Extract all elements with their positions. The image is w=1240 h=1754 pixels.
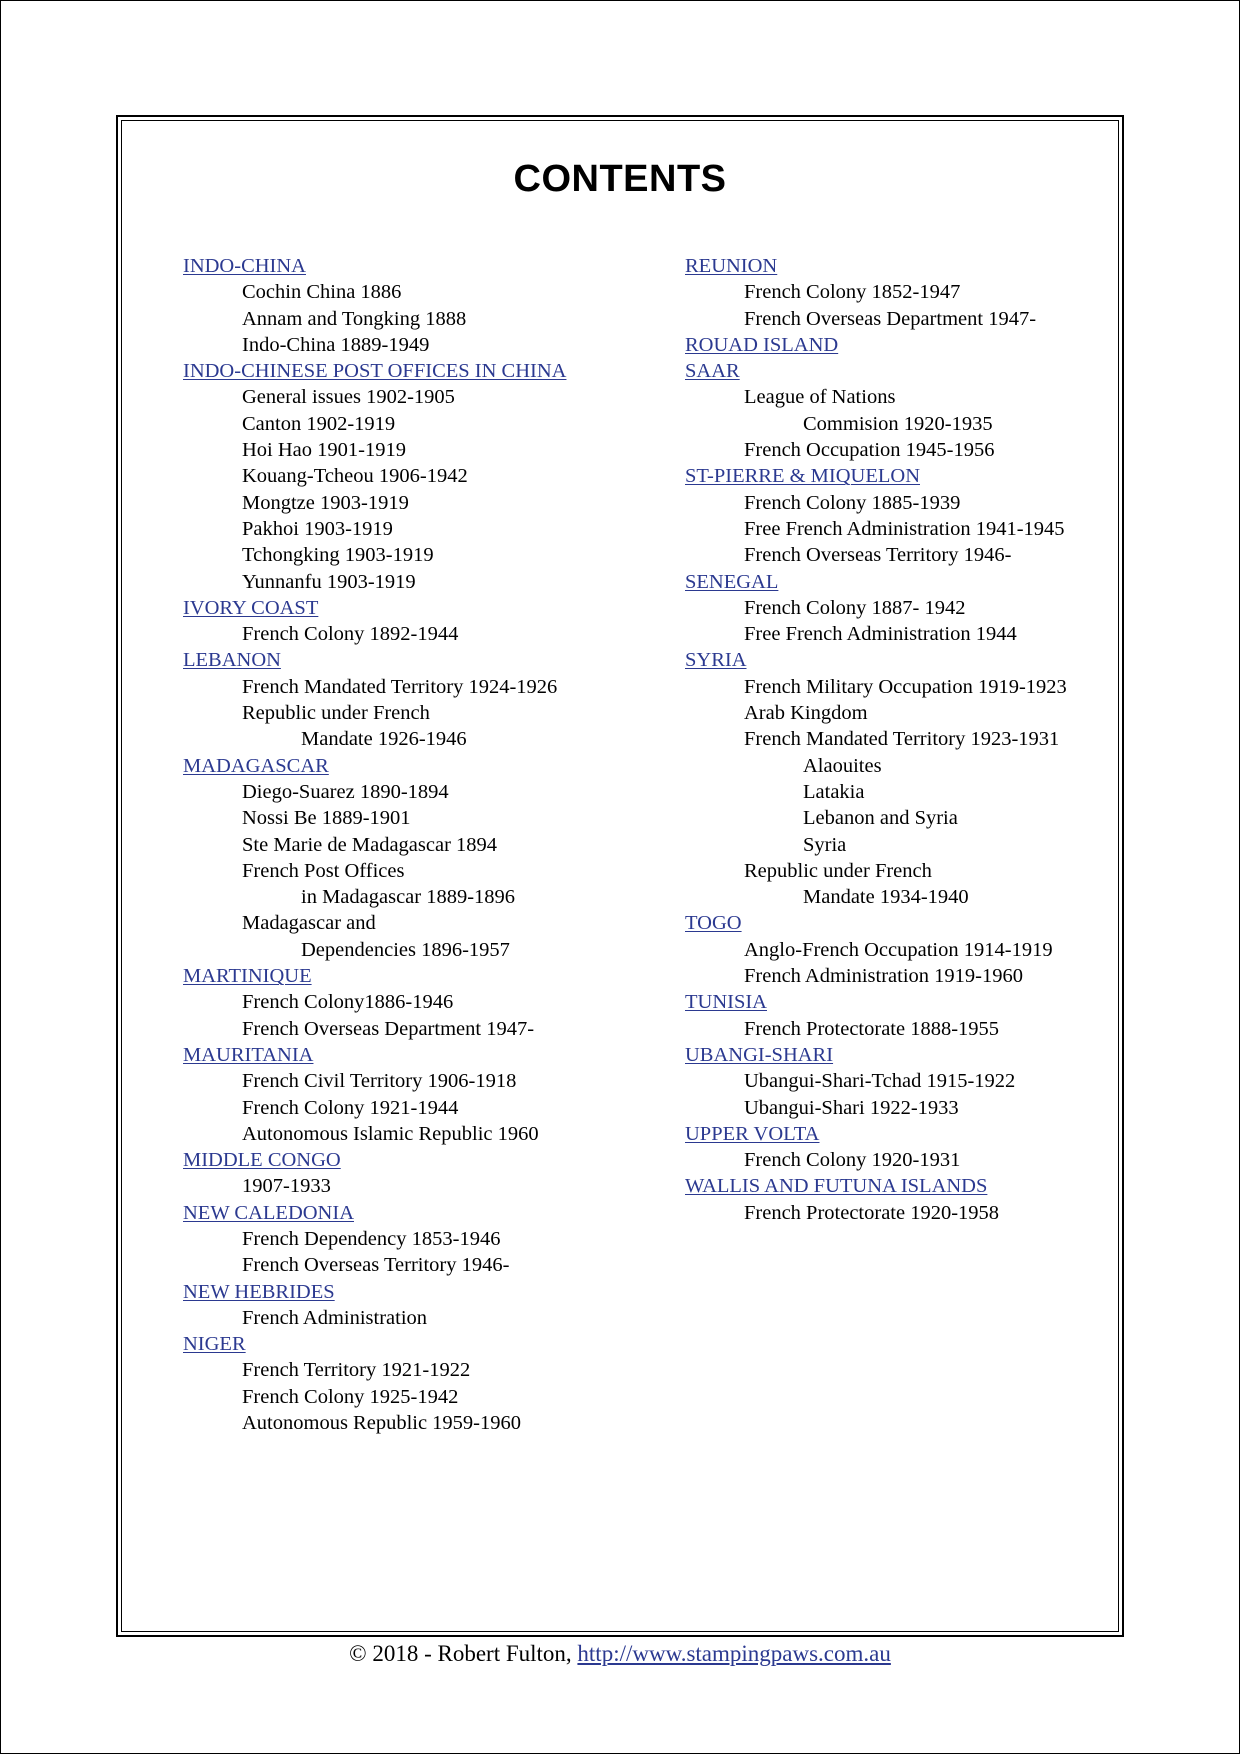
section-heading-link[interactable]: IVORY COAST [183, 596, 319, 619]
section-entry: Republic under French [744, 859, 932, 882]
footer-copyright: © 2018 - Robert Fulton, [349, 1641, 572, 1666]
section-entry: Hoi Hao 1901-1919 [242, 439, 406, 462]
section-heading-link[interactable]: SENEGAL [685, 570, 779, 593]
section-entry: Ubangui-Shari-Tchad 1915-1922 [744, 1070, 1016, 1093]
section-entry: Autonomous Islamic Republic 1960 [242, 1122, 539, 1145]
section-entry: French Mandated Territory 1923-1931 [744, 728, 1060, 751]
section-entry: French Territory 1921-1922 [242, 1359, 471, 1382]
section-entry: French Occupation 1945-1956 [744, 439, 995, 462]
section-entry: French Overseas Department 1947- [242, 1017, 535, 1040]
section-entry: Arab Kingdom [744, 702, 868, 725]
section-entry: 1907-1933 [242, 1175, 331, 1198]
section-heading-link[interactable]: INDO-CHINESE POST OFFICES IN CHINA [183, 360, 567, 383]
section-entry: Kouang-Tcheou 1906-1942 [242, 465, 468, 488]
section-entry: French Post Offices [242, 859, 405, 882]
section-entry: Indo-China 1889-1949 [242, 333, 430, 356]
section-entry: French Dependency 1853-1946 [242, 1227, 501, 1250]
section-heading-link[interactable]: UBANGI-SHARI [685, 1043, 834, 1066]
section-heading-link[interactable]: SYRIA [685, 649, 747, 672]
section-heading-link[interactable]: ROUAD ISLAND [685, 333, 839, 356]
contents-left-column [183, 253, 566, 1436]
section-entry: Cochin China 1886 [242, 281, 402, 304]
section-entry: French Colony 1921-1944 [242, 1096, 459, 1119]
footer [0, 1641, 1240, 1667]
footer-website-link[interactable]: http://www.stampingpaws.com.au [577, 1641, 891, 1666]
section-entry: French Overseas Department 1947- [744, 307, 1037, 330]
section-entry: French Protectorate 1888-1955 [744, 1017, 1000, 1040]
section-heading-link[interactable]: SAAR [685, 360, 740, 383]
section-entry: French Colony 1887- 1942 [744, 596, 966, 619]
section-entry: Lebanon and Syria [803, 807, 958, 830]
section-heading-link[interactable]: WALLIS AND FUTUNA ISLANDS [685, 1175, 988, 1198]
section-entry: French Colony1886-1946 [242, 991, 454, 1014]
section-entry: Canton 1902-1919 [242, 412, 396, 435]
section-heading-link[interactable]: MADAGASCAR [183, 754, 329, 777]
section-entry: French Colony 1892-1944 [242, 623, 459, 646]
section-entry: Syria [803, 833, 847, 856]
section-entry: in Madagascar 1889-1896 [301, 886, 516, 909]
section-heading-link[interactable]: TOGO [685, 912, 742, 935]
section-entry: Autonomous Republic 1959-1960 [242, 1412, 522, 1435]
section-heading-link[interactable]: NIGER [183, 1333, 246, 1356]
section-heading-link[interactable]: MAURITANIA [183, 1043, 314, 1066]
section-entry: French Colony 1920-1931 [744, 1149, 961, 1172]
section-entry: Pakhoi 1903-1919 [242, 517, 393, 540]
section-entry: French Administration [242, 1306, 428, 1329]
section-entry: Anglo-French Occupation 1914-1919 [744, 938, 1053, 961]
section-entry: Republic under French [242, 702, 430, 725]
section-entry: French Administration 1919-1960 [744, 965, 1024, 988]
section-heading-link[interactable]: INDO-CHINA [183, 255, 306, 277]
section-entry: Yunnanfu 1903-1919 [242, 570, 416, 593]
section-heading-link[interactable]: MIDDLE CONGO [183, 1149, 341, 1172]
section-heading-link[interactable]: NEW CALEDONIA [183, 1201, 354, 1224]
contents-right-column [685, 253, 1067, 1226]
section-entry: Commision 1920-1935 [803, 412, 993, 435]
page-title: CONTENTS [513, 158, 727, 200]
section-entry: Ubangui-Shari 1922-1933 [744, 1096, 959, 1119]
section-entry: French Mandated Territory 1924-1926 [242, 675, 558, 698]
section-entry: Tchongking 1903-1919 [242, 544, 434, 567]
section-heading-link[interactable]: ST-PIERRE & MIQUELON [685, 465, 920, 488]
section-heading-link[interactable]: UPPER VOLTA [685, 1122, 820, 1145]
section-entry: Dependencies 1896-1957 [301, 938, 510, 961]
section-heading-link[interactable]: MARTINIQUE [183, 965, 312, 988]
section-entry: General issues 1902-1905 [242, 386, 455, 409]
section-heading-link[interactable]: REUNION [685, 255, 778, 277]
section-entry: Diego-Suarez 1890-1894 [242, 780, 449, 803]
section-entry: Madagascar and [242, 912, 376, 935]
section-entry: Mandate 1926-1946 [301, 728, 467, 751]
section-entry: French Military Occupation 1919-1923 [744, 675, 1067, 698]
section-entry: Mandate 1934-1940 [803, 886, 969, 909]
section-entry: Ste Marie de Madagascar 1894 [242, 833, 498, 856]
section-entry: League of Nations [744, 386, 896, 409]
section-entry: Nossi Be 1889-1901 [242, 807, 411, 830]
section-heading-link[interactable]: NEW HEBRIDES [183, 1280, 335, 1303]
section-entry: Free French Administration 1944 [744, 623, 1017, 646]
section-entry: French Colony 1925-1942 [242, 1385, 459, 1408]
section-entry: French Overseas Territory 1946- [242, 1254, 510, 1277]
section-heading-link[interactable]: LEBANON [183, 649, 281, 672]
section-heading-link[interactable]: TUNISIA [685, 991, 767, 1014]
section-entry: French Protectorate 1920-1958 [744, 1201, 1000, 1224]
section-entry: French Colony 1852-1947 [744, 281, 961, 304]
section-entry: Annam and Tongking 1888 [242, 307, 467, 330]
section-entry: Alaouites [803, 754, 882, 777]
section-entry: Mongtze 1903-1919 [242, 491, 409, 514]
section-entry: Latakia [803, 780, 865, 803]
section-entry: Free French Administration 1941-1945 [744, 517, 1065, 540]
section-entry: French Civil Territory 1906-1918 [242, 1070, 517, 1093]
section-entry: French Overseas Territory 1946- [744, 544, 1012, 567]
section-entry: French Colony 1885-1939 [744, 491, 961, 514]
